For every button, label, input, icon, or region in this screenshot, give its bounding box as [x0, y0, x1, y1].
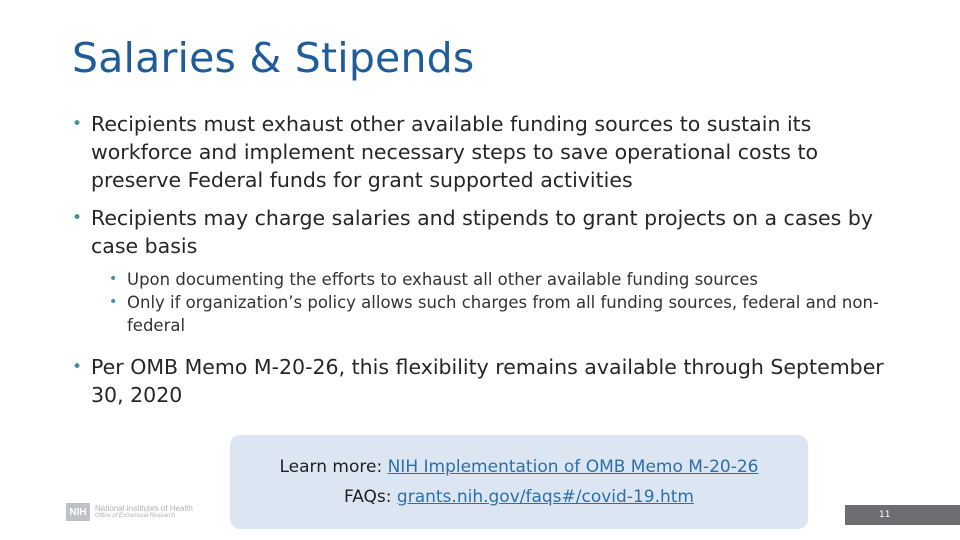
learn-more-line	[230, 457, 808, 477]
bullet-item	[72, 353, 892, 409]
nih-logo-text	[95, 504, 193, 520]
bullet-item	[72, 110, 892, 194]
bullet-marker: •	[72, 208, 83, 228]
info-box	[230, 435, 808, 529]
bullet-marker: •	[72, 114, 83, 134]
sub-bullet-text: Upon documenting the efforts to exhaust all other available funding sources	[127, 270, 758, 289]
nih-logo-line1: National Institutes of Health	[95, 504, 193, 513]
sub-bullet-marker: •	[109, 271, 118, 287]
learn-more-label: Learn more:	[279, 457, 388, 477]
faq-label: FAQs:	[344, 487, 397, 507]
bullet-text: Recipients must exhaust other available funding sources to sustain its workforce and implement necessary steps to save operational costs to preserve Federal funds for grant supported activities	[91, 112, 819, 192]
sub-bullet-marker: •	[109, 294, 118, 310]
faq-link[interactable]: grants.nih.gov/faqs#/covid-19.htm	[396, 487, 694, 507]
nih-logo	[66, 498, 226, 526]
bullet-item	[72, 204, 892, 260]
nih-logo-mark: NIH	[66, 503, 90, 521]
faq-line	[230, 487, 808, 507]
sub-bullet-item	[72, 268, 892, 291]
bullet-marker: •	[72, 357, 83, 377]
bullet-text: Recipients may charge salaries and stipends to grant projects on a cases by case basis	[91, 206, 874, 258]
sub-bullet-list	[72, 268, 892, 337]
nih-logo-line2: Office of Extramural Research	[95, 513, 176, 519]
page-number: 11	[845, 505, 960, 525]
slide-title: Salaries & Stipends	[72, 34, 475, 82]
sub-bullet-item	[72, 291, 892, 337]
bullet-text: Per OMB Memo M-20-26, this flexibility remains available through September 30, 2020	[91, 355, 884, 407]
learn-more-link[interactable]: NIH Implementation of OMB Memo M-20-26	[387, 457, 759, 477]
sub-bullet-text: Only if organization’s policy allows such charges from all funding sources, federal and non-federal	[127, 293, 879, 335]
bullet-list	[72, 110, 892, 409]
